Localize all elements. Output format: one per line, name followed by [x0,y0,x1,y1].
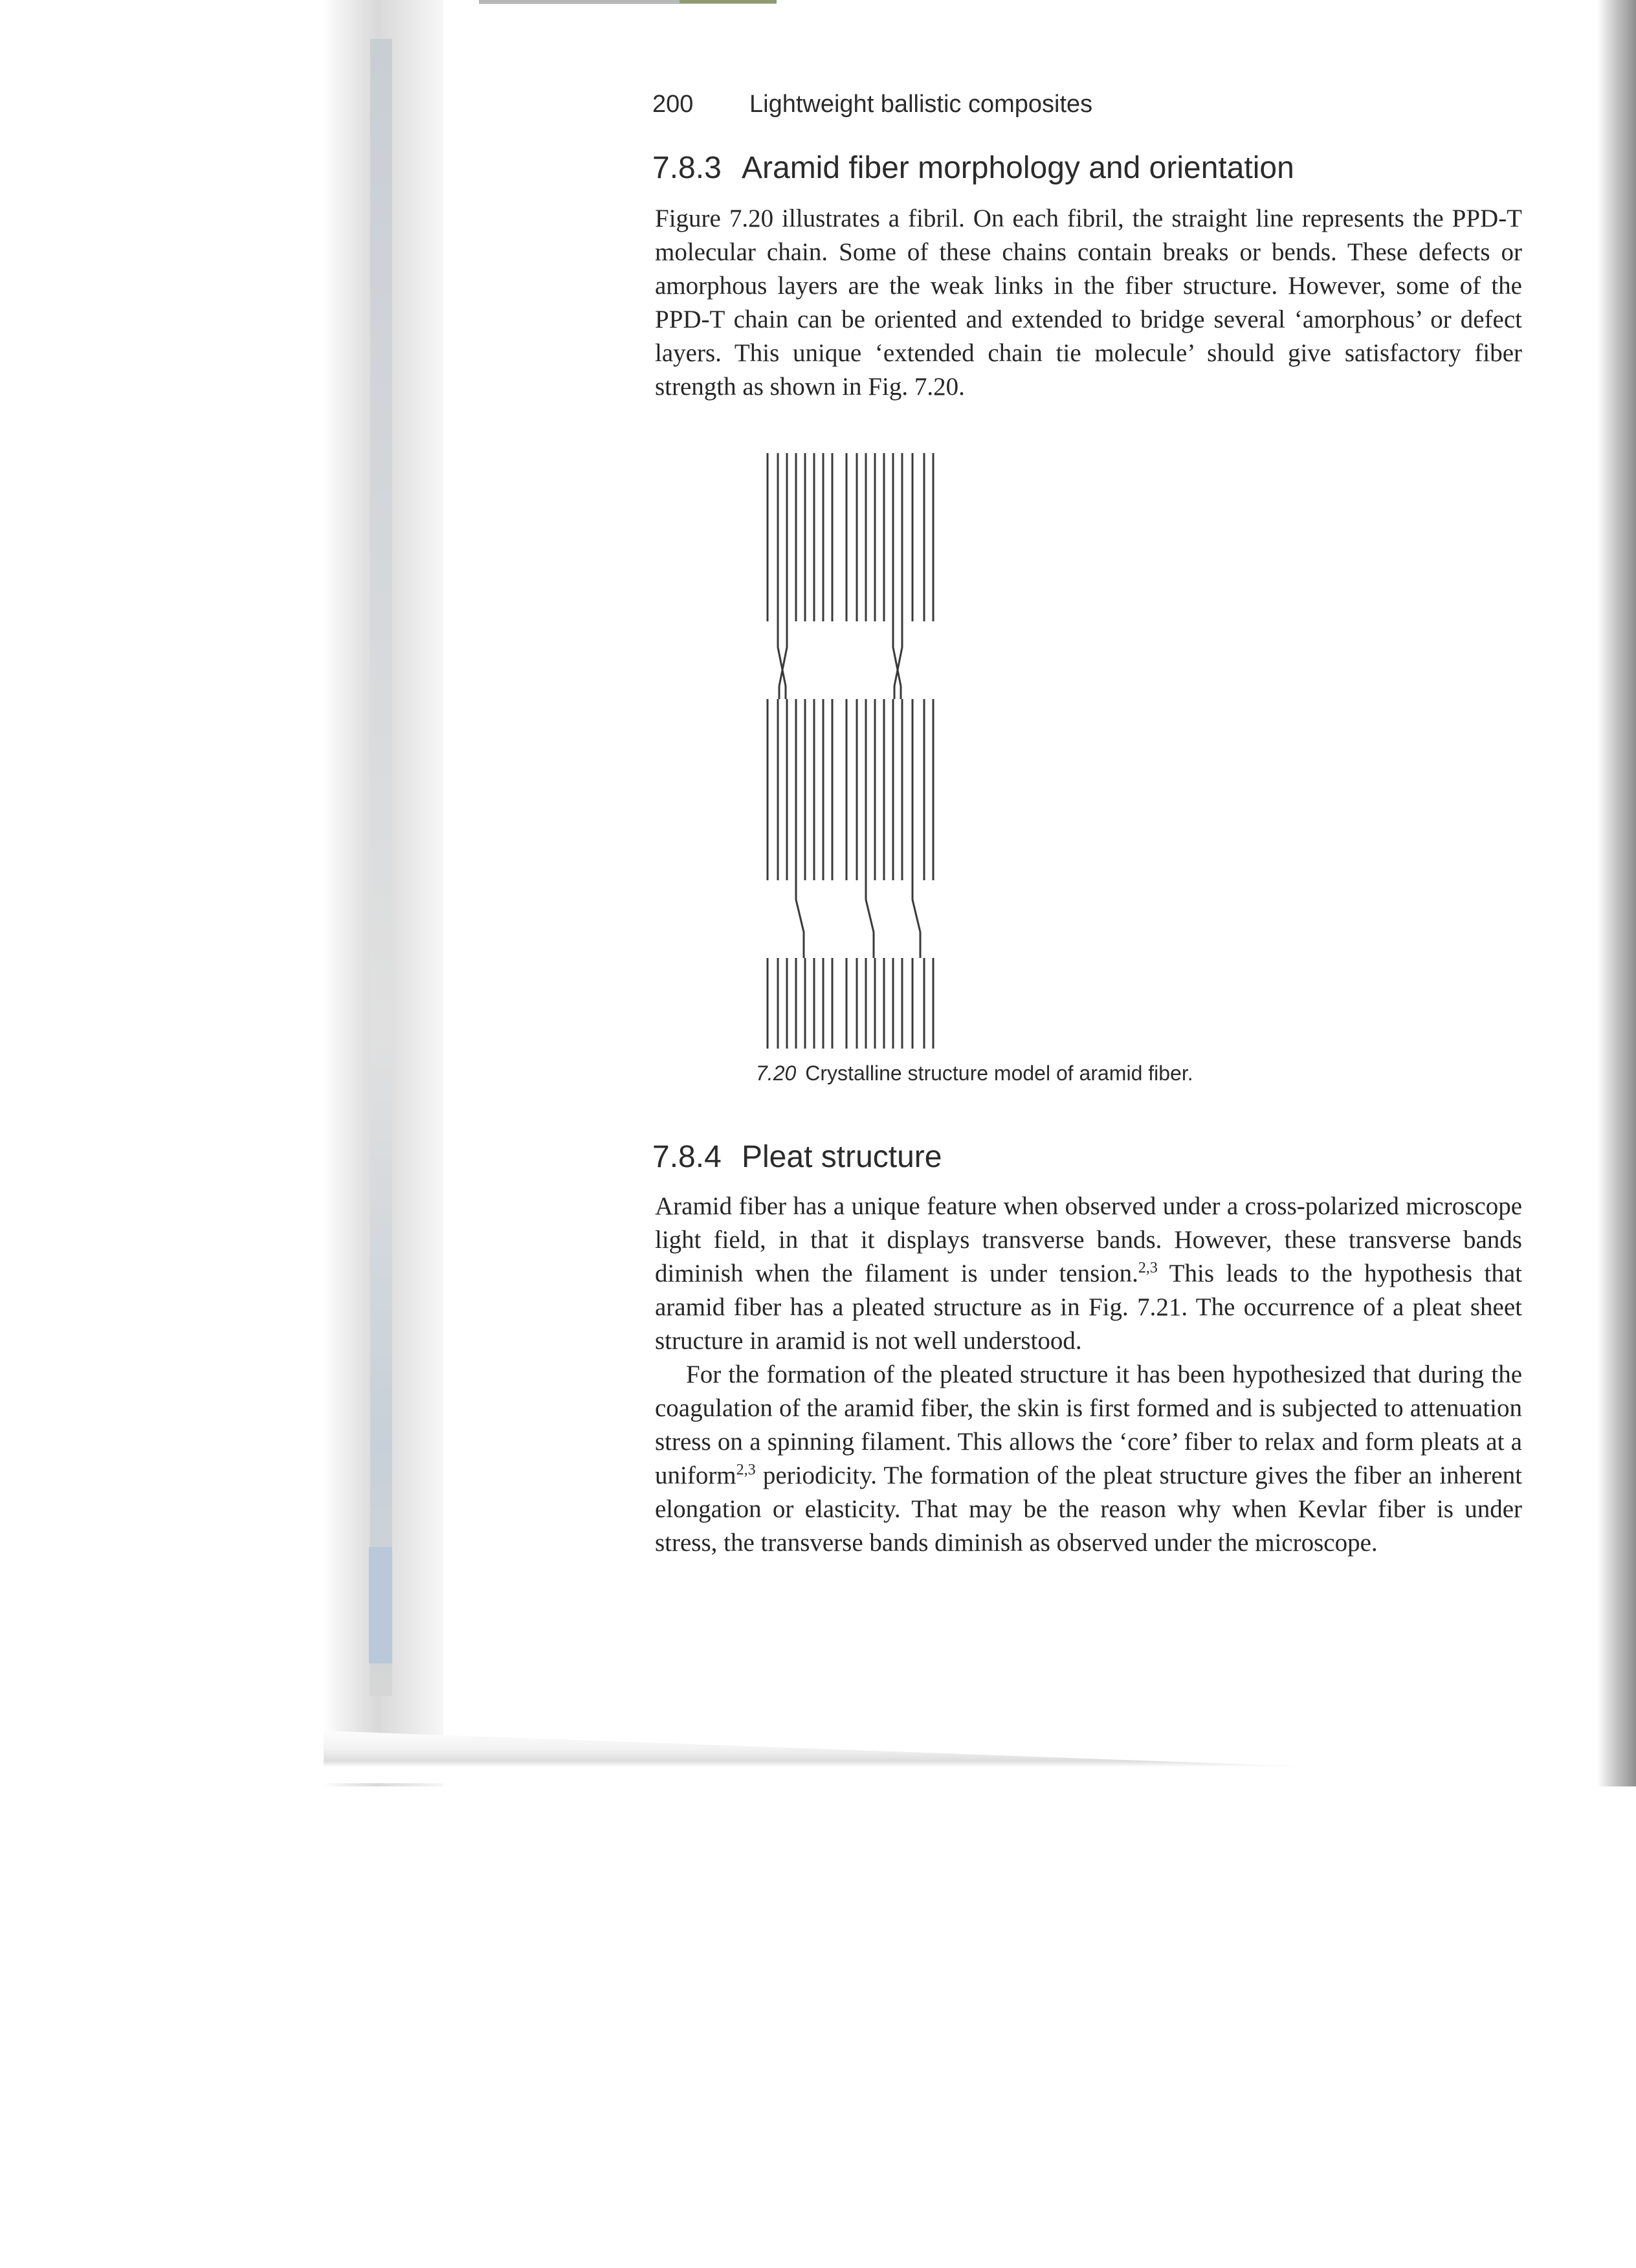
section-number: 7.8.4 [652,1140,722,1174]
reference-superscript: 2,3 [736,1462,756,1478]
chain-segment [866,880,874,958]
section-heading-7-8-4 [652,1139,942,1175]
chain-segment [796,880,804,958]
reference-superscript: 2,3 [1138,1260,1158,1276]
paragraph: Aramid fiber has a unique feature when observed under a cross-polarized microscope light field, in that it displays transverse bands. However, these transverse bands diminish when the filament is under tension.$^{2,3}$ This leads to the hypothesis that aramid fiber has a pleated structure as in Fig. 7.21. The occurrence of a pleat sheet structure in aramid is not well understood. [655,1192,1522,1355]
fibril-structure-figure [762,453,956,1049]
chain-segment [912,880,920,958]
section-7-8-4-body [655,1190,1522,1560]
figure-number: 7.20 [756,1062,797,1085]
section-7-8-3-body [655,202,1522,404]
molecular-chains [768,453,933,1049]
section-heading-7-8-3 [652,150,1294,186]
book-spine-tint [369,1547,392,1663]
section-number: 7.8.3 [652,151,722,185]
section-title: Pleat structure [742,1140,942,1174]
running-title: Lightweight ballistic composites [749,91,1093,118]
paragraph: For the formation of the pleated structure it has been hypothesized that during the coagulation of the aramid fiber, the skin is first formed and is subjected to attenuation stress on a spinning filament. This allows the ‘core’ fiber to relax and form pleats at a uniform$^{2,3}$ periodicity. The formation of the pleat structure gives the fiber an inherent elongation or elasticity. That may be the reason why when Kevlar fiber is under stress, the transverse bands diminish as observed under the microscope. [655,1361,1522,1557]
book-page [647,0,1540,1748]
figure-caption-text: Crystalline structure model of aramid fiber. [805,1062,1193,1085]
page-number: 200 [652,91,694,118]
section-title: Aramid fiber morphology and orientation [742,151,1294,185]
figure-caption [756,1062,1193,1085]
book-spine-strip [370,39,392,1696]
running-head [652,91,1092,118]
scan-right-edge [1597,0,1636,1786]
paragraph: Figure 7.20 illustrates a fibril. On each fibril, the straight line represents the PPD-T molecular chain. Some of these chains contain breaks or bends. These defects or amorphous layers are the weak links in the fiber structure. However, some of the PPD-T chain can be oriented and extended to bridge several ‘amorphous’ or defect layers. This unique ‘extended chain tie molecule’ should give satisfactory fiber strength as shown in Fig. 7.20. [655,205,1522,401]
